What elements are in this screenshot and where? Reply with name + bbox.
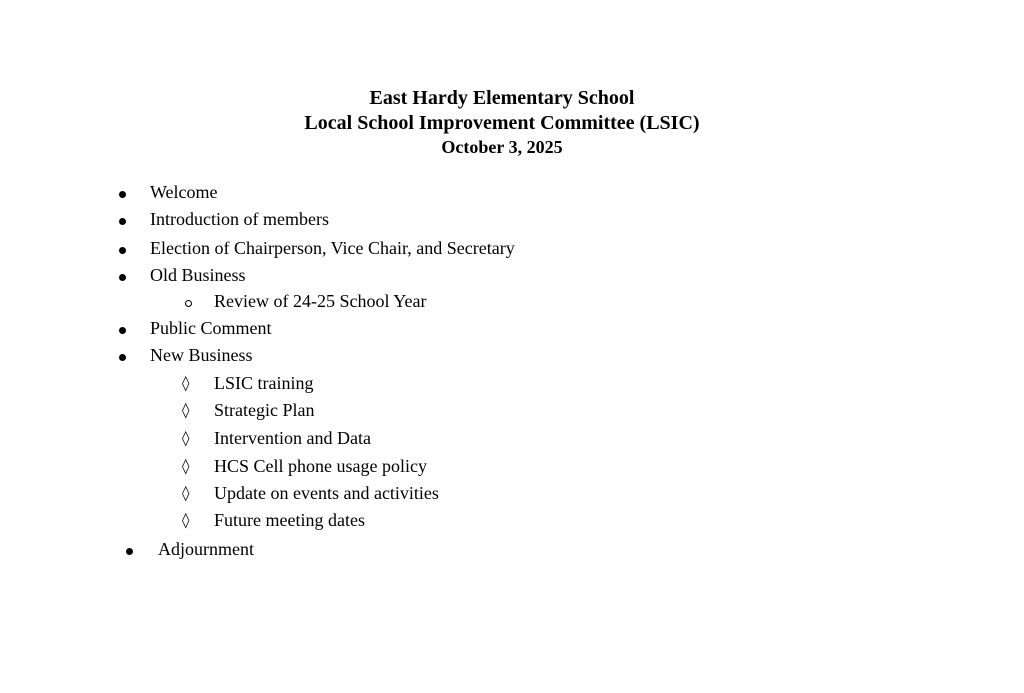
- diamond-bullet-icon: ◊: [182, 374, 190, 392]
- committee-heading: Local School Improvement Committee (LSIC): [304, 112, 700, 134]
- agenda-item-new-business: New Business: [150, 345, 253, 365]
- agenda-item-election: Election of Chairperson, Vice Chair, and Secretary: [150, 238, 515, 258]
- agenda-item-adjournment: Adjournment: [158, 539, 254, 559]
- agenda-item-introductions: Introduction of members: [150, 209, 329, 229]
- new-business-subitem-intervention: Intervention and Data: [214, 428, 371, 448]
- old-business-subitem-review: Review of 24-25 School Year: [214, 291, 427, 311]
- diamond-bullet-icon: ◊: [182, 457, 190, 475]
- hollow-circle-bullet-icon: [185, 290, 192, 312]
- diamond-bullet-icon: ◊: [182, 401, 190, 419]
- agenda-item-welcome: Welcome: [150, 182, 218, 202]
- new-business-subitem-lsic-training: LSIC training: [214, 373, 314, 393]
- new-business-subitem-strategic-plan: Strategic Plan: [214, 400, 315, 420]
- diamond-bullet-icon: ◊: [182, 484, 190, 502]
- new-business-subitem-meeting-dates: Future meeting dates: [214, 510, 365, 530]
- agenda-item-public-comment: Public Comment: [150, 318, 272, 338]
- bullet-icon: [119, 317, 126, 339]
- diamond-bullet-icon: ◊: [182, 429, 190, 447]
- bullet-icon: [126, 538, 133, 560]
- meeting-date: October 3, 2025: [441, 137, 563, 157]
- agenda-item-old-business: Old Business: [150, 265, 246, 285]
- bullet-icon: [119, 237, 126, 259]
- bullet-icon: [119, 208, 126, 230]
- new-business-subitem-cell-phone-policy: HCS Cell phone usage policy: [214, 456, 427, 476]
- diamond-bullet-icon: ◊: [182, 511, 190, 529]
- school-name-heading: East Hardy Elementary School: [369, 87, 635, 109]
- new-business-subitem-events-update: Update on events and activities: [214, 483, 439, 503]
- bullet-icon: [119, 181, 126, 203]
- bullet-icon: [119, 264, 126, 286]
- bullet-icon: [119, 344, 126, 366]
